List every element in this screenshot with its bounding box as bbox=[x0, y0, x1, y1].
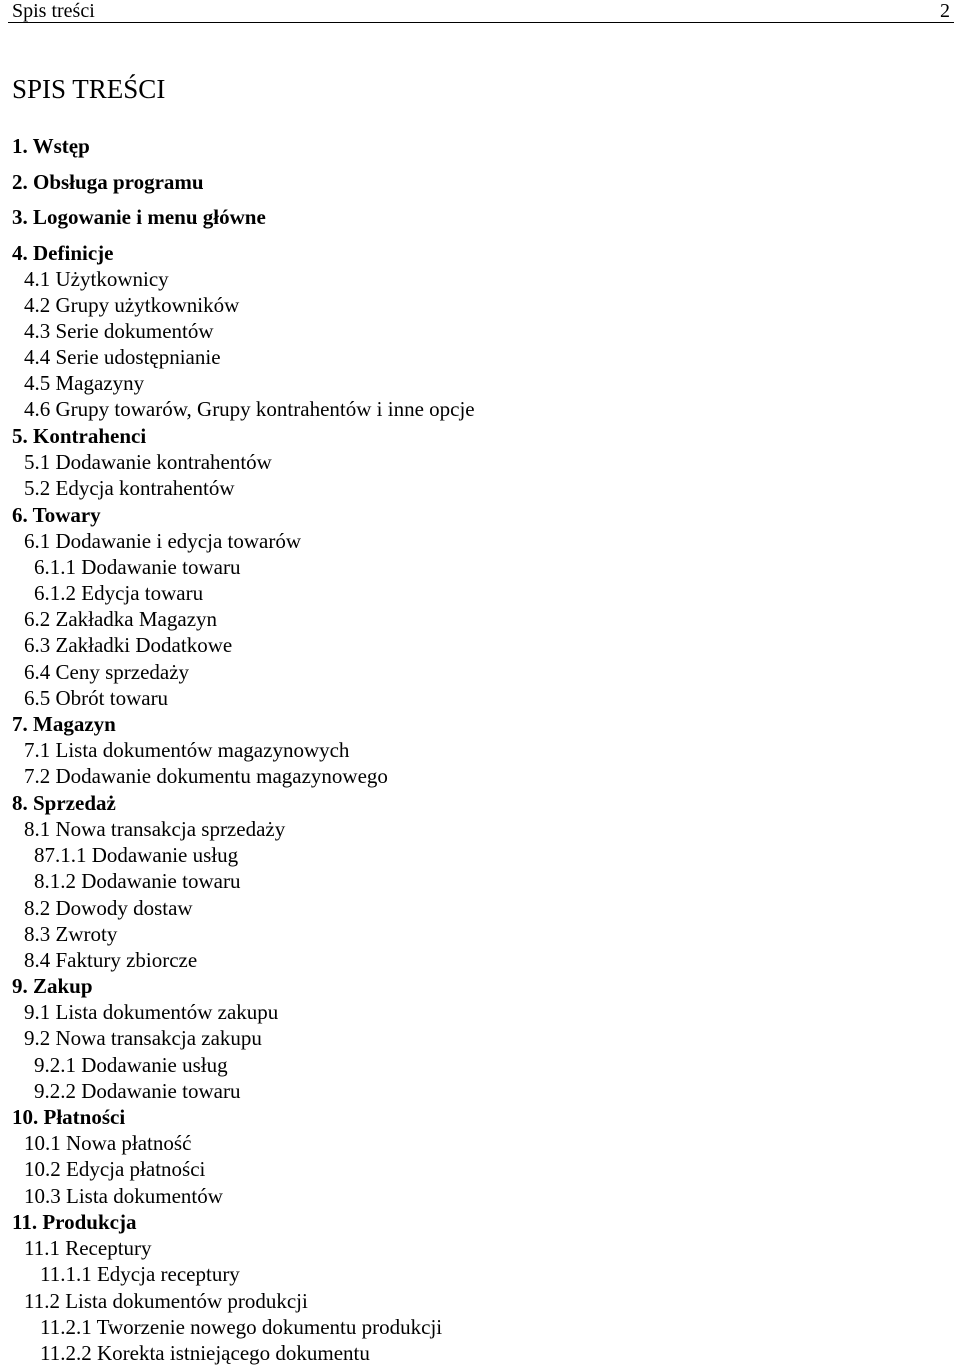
toc-entry: 9.2.2 Dodawanie towaru bbox=[34, 1079, 241, 1103]
toc-heading: 11. Produkcja bbox=[12, 1210, 137, 1234]
toc-entry: 87.1.1 Dodawanie usług bbox=[34, 843, 239, 867]
toc-entry: 8.1.2 Dodawanie towaru bbox=[34, 869, 241, 893]
toc-entry: 8.1 Nowa transakcja sprzedaży bbox=[24, 817, 286, 841]
toc-entry: 7.2 Dodawanie dokumentu magazynowego bbox=[24, 764, 388, 788]
toc-heading: 4. Definicje bbox=[12, 241, 114, 265]
toc-entry: 6.4 Ceny sprzedaży bbox=[24, 660, 190, 684]
toc-entry: 4.6 Grupy towarów, Grupy kontrahentów i inne opcje bbox=[24, 397, 475, 421]
toc-heading: 5. Kontrahenci bbox=[12, 424, 147, 448]
toc-entry: 4.1 Użytkownicy bbox=[24, 267, 169, 291]
document-title: SPIS TREŚCI bbox=[12, 74, 166, 104]
toc-entry: 4.5 Magazyny bbox=[24, 371, 145, 395]
toc-entry: 6.1 Dodawanie i edycja towarów bbox=[24, 529, 301, 553]
toc-entry: 9.2.1 Dodawanie usług bbox=[34, 1053, 228, 1077]
toc-entry: 10.1 Nowa płatność bbox=[24, 1131, 192, 1155]
toc-entry: 5.2 Edycja kontrahentów bbox=[24, 476, 235, 500]
page-number: 2 bbox=[940, 0, 950, 22]
toc-entry: 6.2 Zakładka Magazyn bbox=[24, 607, 218, 631]
toc-entry: 11.2.1 Tworzenie nowego dokumentu produkcji bbox=[40, 1315, 443, 1339]
toc-entry: 4.3 Serie dokumentów bbox=[24, 319, 214, 343]
toc-entry: 10.2 Edycja płatności bbox=[24, 1157, 206, 1181]
toc-entry: 11.1.1 Edycja receptury bbox=[40, 1262, 240, 1286]
toc-entry: 8.2 Dowody dostaw bbox=[24, 896, 193, 920]
toc-entry: 8.3 Zwroty bbox=[24, 922, 118, 946]
toc-heading: 10. Płatności bbox=[12, 1105, 126, 1129]
toc-heading: 6. Towary bbox=[12, 503, 101, 527]
toc-entry: 11.2 Lista dokumentów produkcji bbox=[24, 1289, 308, 1313]
toc-entry: 4.4 Serie udostępnianie bbox=[24, 345, 221, 369]
toc-entry: 6.5 Obrót towaru bbox=[24, 686, 169, 710]
toc-entry: 11.1 Receptury bbox=[24, 1236, 152, 1260]
toc-entry: 6.1.2 Edycja towaru bbox=[34, 581, 204, 605]
toc-heading: 1. Wstęp bbox=[12, 134, 90, 158]
toc-heading: 8. Sprzedaż bbox=[12, 791, 116, 815]
toc-heading: 2. Obsługa programu bbox=[12, 170, 204, 194]
toc-entry: 9.1 Lista dokumentów zakupu bbox=[24, 1000, 279, 1024]
toc-entry: 10.3 Lista dokumentów bbox=[24, 1184, 223, 1208]
toc-entry: 4.2 Grupy użytkowników bbox=[24, 293, 240, 317]
toc-heading: 9. Zakup bbox=[12, 974, 93, 998]
toc-entry: 9.2 Nowa transakcja zakupu bbox=[24, 1026, 262, 1050]
toc-entry: 6.1.1 Dodawanie towaru bbox=[34, 555, 241, 579]
toc-heading: 7. Magazyn bbox=[12, 712, 116, 736]
toc-entry: 11.2.2 Korekta istniejącego dokumentu bbox=[40, 1341, 370, 1365]
toc-heading: 3. Logowanie i menu główne bbox=[12, 205, 266, 229]
toc-entry: 5.1 Dodawanie kontrahentów bbox=[24, 450, 272, 474]
toc-entry: 6.3 Zakładki Dodatkowe bbox=[24, 633, 233, 657]
header-title: Spis treści bbox=[12, 0, 95, 22]
toc-entry: 7.1 Lista dokumentów magazynowych bbox=[24, 738, 350, 762]
toc-entry: 8.4 Faktury zbiorcze bbox=[24, 948, 198, 972]
